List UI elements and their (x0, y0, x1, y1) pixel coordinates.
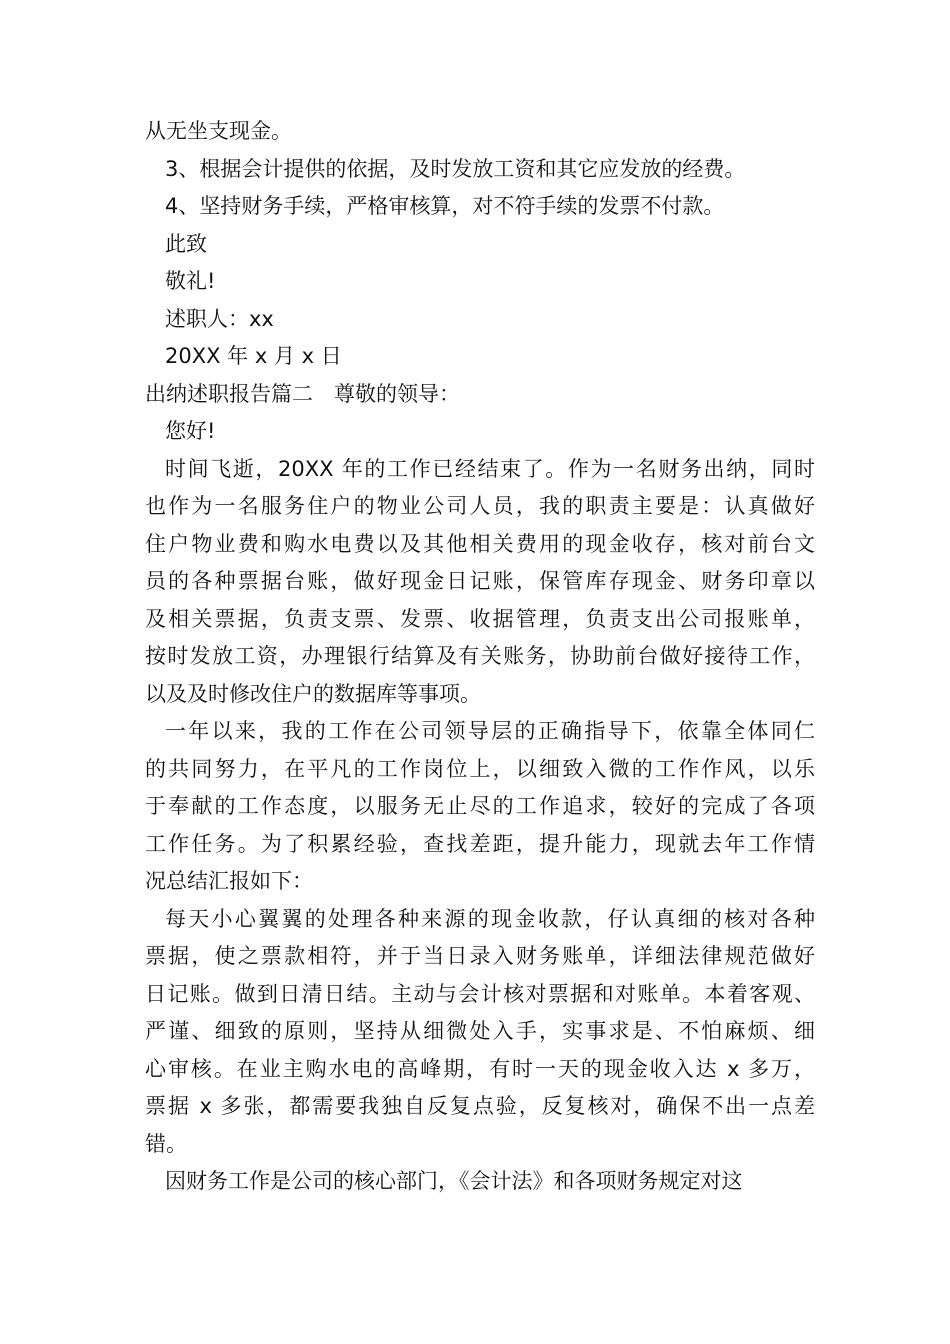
text-line: 票据，使之票款相符，并于当日录入财务账单，详细法律规范做好 (145, 944, 815, 968)
text-line: 也作为一名服务住户的物业公司人员，我的职责主要是：认真做好 (145, 494, 815, 518)
text-line: 出纳述职报告篇二 尊敬的领导： (145, 381, 460, 406)
text-line: 述职人：xx (165, 306, 274, 331)
text-line: 一年以来，我的工作在公司领导层的正确指导下，依靠全体同仁 (165, 719, 815, 743)
text-line: 心审核。在业主购水电的高峰期，有时一天的现金收入达 x 多万， (145, 1056, 815, 1081)
text-line: 4、坚持财务手续，严格审核算，对不符手续的发票不付款。 (165, 194, 725, 218)
text-line: 3、根据会计提供的依据，及时发放工资和其它应发放的经费。 (165, 156, 746, 181)
text-line: 住户物业费和购水电费以及其他相关费用的现金收存，核对前台文 (145, 531, 815, 556)
text-line: 时间飞逝，20XX 年的工作已经结束了。作为一名财务出纳，同时 (165, 456, 815, 481)
text-line: 及相关票据，负责支票、发票、收据管理，负责支出公司报账单， (145, 606, 815, 631)
text-line: 从无坐支现金。 (145, 119, 292, 143)
text-line: 日记账。做到日清日结。主动与会计核对票据和对账单。本着客观、 (145, 981, 815, 1006)
text-line: 20XX 年 x 月 x 日 (165, 344, 342, 368)
text-line: 况总结汇报如下： (145, 869, 313, 893)
document-body (145, 113, 815, 1201)
text-line: 票据 x 多张，都需要我独自反复点验，反复核对，确保不出一点差 (145, 1094, 815, 1118)
text-line: 敬礼! (165, 269, 216, 293)
text-line: 于奉献的工作态度，以服务无止尽的工作追求，较好的完成了各项 (145, 794, 815, 818)
text-line: 此致 (165, 231, 207, 256)
text-line: 以及及时修改住户的数据库等事项。 (145, 681, 481, 706)
text-line: 严谨、细致的原则，坚持从细微处入手，实事求是、不怕麻烦、细 (145, 1019, 815, 1043)
text-line: 按时发放工资，办理银行结算及有关账务，协助前台做好接待工作， (145, 644, 815, 668)
text-line: 错。 (145, 1131, 187, 1156)
text-line: 每天小心翼翼的处理各种来源的现金收款，仔认真细的核对各种 (165, 906, 815, 931)
text-line: 您好! (165, 419, 216, 443)
text-line: 因财务工作是公司的核心部门，《会计法》和各项财务规定对这 (165, 1169, 743, 1193)
text-line: 工作任务。为了积累经验，查找差距，提升能力，现就去年工作情 (145, 831, 815, 856)
text-line: 的共同努力，在平凡的工作岗位上，以细致入微的工作作风，以乐 (145, 756, 815, 781)
text-line: 员的各种票据台账，做好现金日记账，保管库存现金、财务印章以 (145, 569, 815, 593)
